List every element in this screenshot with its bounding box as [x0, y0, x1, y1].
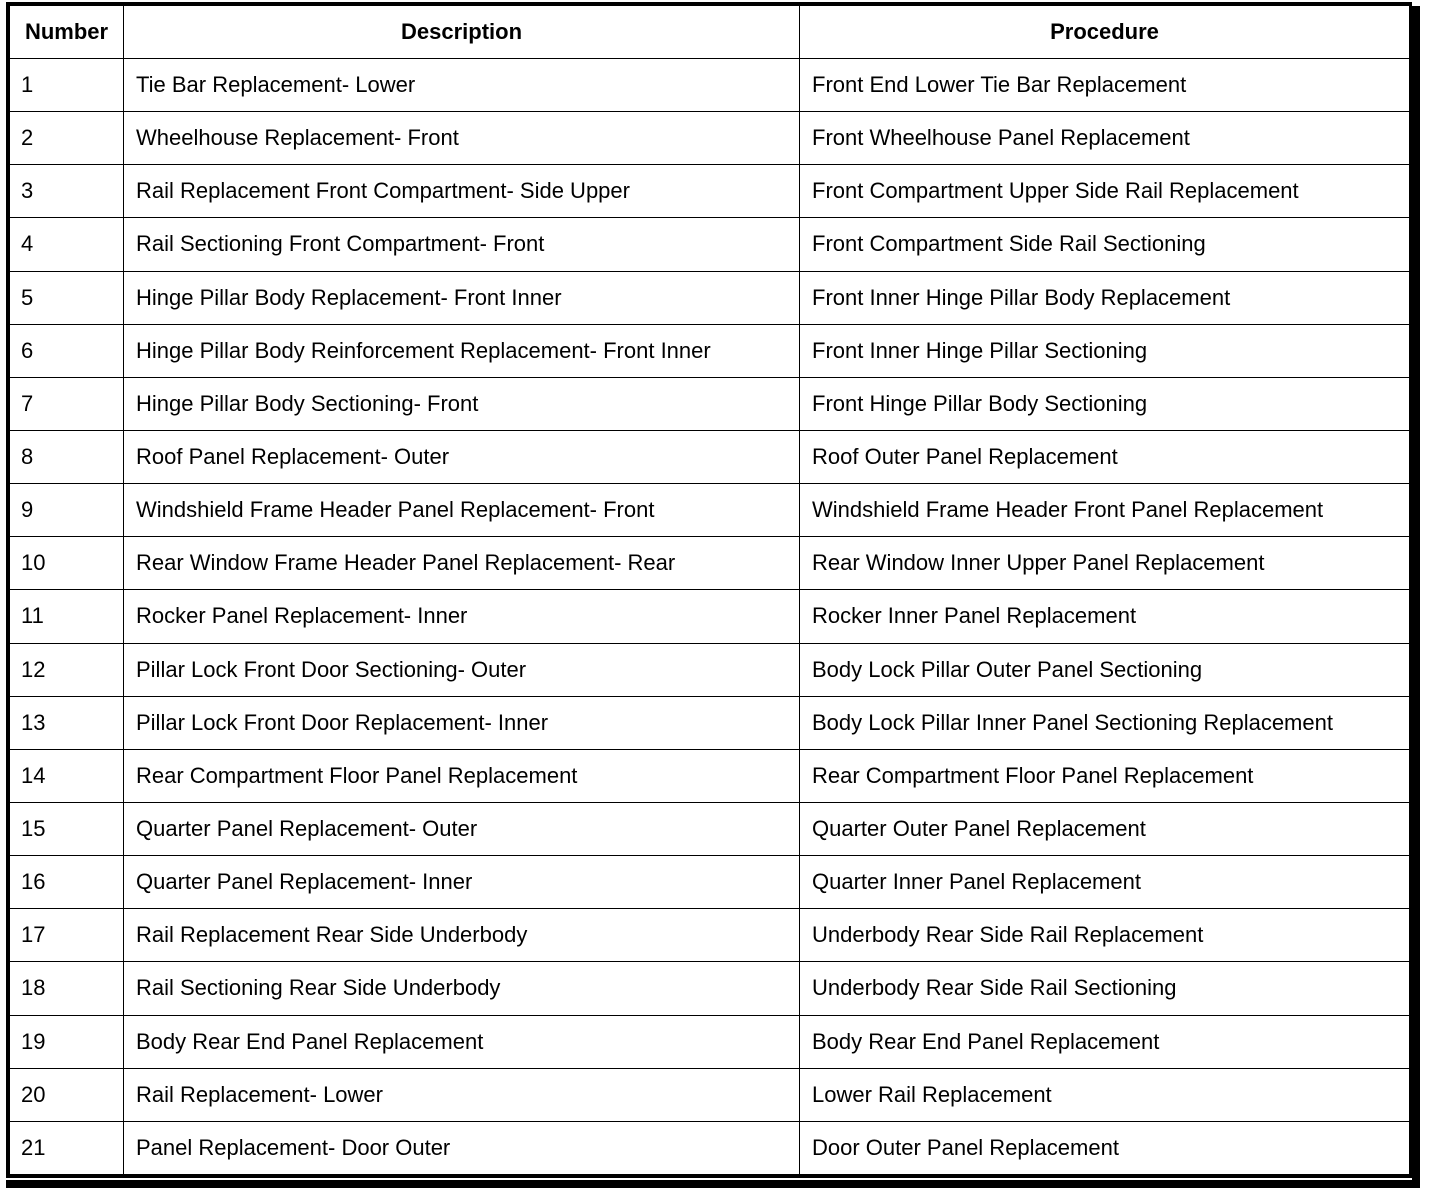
table-row — [10, 271, 1410, 324]
row-procedure-cell: Front Wheelhouse Panel Replacement — [800, 112, 1410, 165]
row-procedure-cell: Body Lock Pillar Inner Panel Sectioning Replacement — [800, 696, 1410, 749]
row-description-cell: Quarter Panel Replacement- Outer — [124, 802, 800, 855]
row-number-cell: 10 — [10, 537, 124, 590]
row-number-cell: 11 — [10, 590, 124, 643]
row-number-cell: 20 — [10, 1068, 124, 1121]
table-row — [10, 1068, 1410, 1121]
row-description-cell: Rail Sectioning Front Compartment- Front — [124, 218, 800, 271]
row-procedure-cell: Front Inner Hinge Pillar Body Replacement — [800, 271, 1410, 324]
row-description-cell: Rail Sectioning Rear Side Underbody — [124, 962, 800, 1015]
row-description-cell: Roof Panel Replacement- Outer — [124, 430, 800, 483]
procedure-table-frame — [6, 2, 1412, 1178]
row-description-cell: Pillar Lock Front Door Sectioning- Outer — [124, 643, 800, 696]
row-number-cell: 9 — [10, 484, 124, 537]
table-shadow-right — [1412, 6, 1420, 1188]
table-body — [10, 59, 1410, 1175]
row-procedure-cell: Lower Rail Replacement — [800, 1068, 1410, 1121]
table-header-row — [10, 6, 1410, 59]
table-row — [10, 1015, 1410, 1068]
row-description-cell: Wheelhouse Replacement- Front — [124, 112, 800, 165]
row-description-cell: Rail Replacement Rear Side Underbody — [124, 909, 800, 962]
table-row — [10, 537, 1410, 590]
table-row — [10, 749, 1410, 802]
row-procedure-cell: Roof Outer Panel Replacement — [800, 430, 1410, 483]
header-description: Description — [124, 6, 800, 59]
row-description-cell: Rocker Panel Replacement- Inner — [124, 590, 800, 643]
table-row — [10, 909, 1410, 962]
row-description-cell: Tie Bar Replacement- Lower — [124, 59, 800, 112]
row-procedure-cell: Front Inner Hinge Pillar Sectioning — [800, 324, 1410, 377]
table-row — [10, 696, 1410, 749]
row-description-cell: Body Rear End Panel Replacement — [124, 1015, 800, 1068]
row-description-cell: Hinge Pillar Body Reinforcement Replacement- Front Inner — [124, 324, 800, 377]
table-row — [10, 643, 1410, 696]
table-row — [10, 962, 1410, 1015]
table-row — [10, 484, 1410, 537]
table-row — [10, 590, 1410, 643]
row-number-cell: 4 — [10, 218, 124, 271]
row-procedure-cell: Quarter Outer Panel Replacement — [800, 802, 1410, 855]
row-number-cell: 7 — [10, 377, 124, 430]
row-procedure-cell: Rocker Inner Panel Replacement — [800, 590, 1410, 643]
row-procedure-cell: Windshield Frame Header Front Panel Replacement — [800, 484, 1410, 537]
row-procedure-cell: Body Lock Pillar Outer Panel Sectioning — [800, 643, 1410, 696]
row-description-cell: Rear Window Frame Header Panel Replacement- Rear — [124, 537, 800, 590]
row-description-cell: Rear Compartment Floor Panel Replacement — [124, 749, 800, 802]
row-description-cell: Rail Replacement Front Compartment- Side Upper — [124, 165, 800, 218]
row-description-cell: Windshield Frame Header Panel Replacement- Front — [124, 484, 800, 537]
table-row — [10, 165, 1410, 218]
header-procedure: Procedure — [800, 6, 1410, 59]
table-row — [10, 430, 1410, 483]
row-procedure-cell: Body Rear End Panel Replacement — [800, 1015, 1410, 1068]
row-procedure-cell: Quarter Inner Panel Replacement — [800, 856, 1410, 909]
row-number-cell: 19 — [10, 1015, 124, 1068]
row-description-cell: Hinge Pillar Body Replacement- Front Inner — [124, 271, 800, 324]
row-number-cell: 16 — [10, 856, 124, 909]
row-number-cell: 12 — [10, 643, 124, 696]
row-number-cell: 6 — [10, 324, 124, 377]
row-number-cell: 17 — [10, 909, 124, 962]
row-procedure-cell: Rear Window Inner Upper Panel Replacement — [800, 537, 1410, 590]
row-number-cell: 21 — [10, 1121, 124, 1174]
row-number-cell: 1 — [10, 59, 124, 112]
row-procedure-cell: Underbody Rear Side Rail Sectioning — [800, 962, 1410, 1015]
row-number-cell: 5 — [10, 271, 124, 324]
row-number-cell: 15 — [10, 802, 124, 855]
row-description-cell: Rail Replacement- Lower — [124, 1068, 800, 1121]
row-number-cell: 8 — [10, 430, 124, 483]
row-procedure-cell: Front Hinge Pillar Body Sectioning — [800, 377, 1410, 430]
row-description-cell: Pillar Lock Front Door Replacement- Inner — [124, 696, 800, 749]
row-description-cell: Hinge Pillar Body Sectioning- Front — [124, 377, 800, 430]
row-procedure-cell: Front End Lower Tie Bar Replacement — [800, 59, 1410, 112]
row-procedure-cell: Door Outer Panel Replacement — [800, 1121, 1410, 1174]
table-row — [10, 218, 1410, 271]
row-procedure-cell: Rear Compartment Floor Panel Replacement — [800, 749, 1410, 802]
row-number-cell: 18 — [10, 962, 124, 1015]
table-row — [10, 1121, 1410, 1174]
row-number-cell: 3 — [10, 165, 124, 218]
header-number: Number — [10, 6, 124, 59]
row-number-cell: 13 — [10, 696, 124, 749]
table-row — [10, 802, 1410, 855]
row-procedure-cell: Front Compartment Upper Side Rail Replacement — [800, 165, 1410, 218]
procedure-table — [9, 5, 1410, 1175]
table-row — [10, 112, 1410, 165]
row-number-cell: 14 — [10, 749, 124, 802]
table-row — [10, 856, 1410, 909]
row-procedure-cell: Front Compartment Side Rail Sectioning — [800, 218, 1410, 271]
row-description-cell: Quarter Panel Replacement- Inner — [124, 856, 800, 909]
table-row — [10, 324, 1410, 377]
table-row — [10, 377, 1410, 430]
row-number-cell: 2 — [10, 112, 124, 165]
row-description-cell: Panel Replacement- Door Outer — [124, 1121, 800, 1174]
table-shadow-bottom — [6, 1180, 1420, 1188]
row-procedure-cell: Underbody Rear Side Rail Replacement — [800, 909, 1410, 962]
table-row — [10, 59, 1410, 112]
